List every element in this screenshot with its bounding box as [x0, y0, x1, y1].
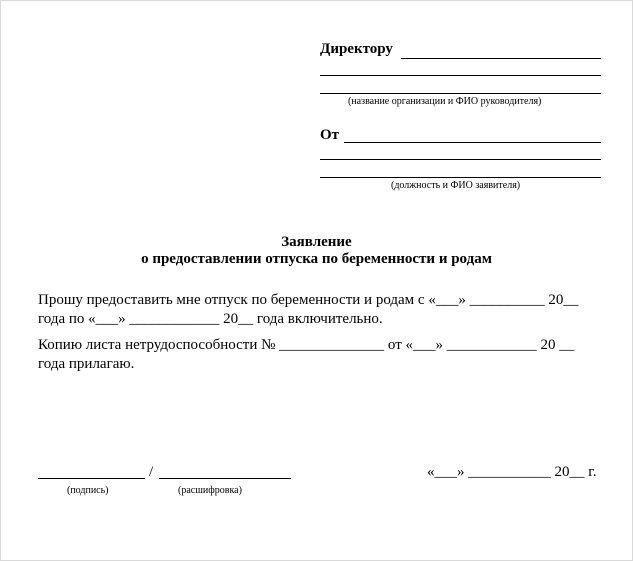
paragraph-1-line-2: года по «___» ____________ 20__ года включительно. [38, 311, 383, 327]
signature-line [38, 478, 145, 479]
transcript-caption: (расшифровка) [178, 485, 242, 496]
from-label: От [320, 127, 340, 143]
director-line-2 [320, 75, 601, 76]
signature-caption: (подпись) [67, 485, 109, 496]
signature-slash: / [149, 464, 154, 480]
director-label: Директору [320, 41, 393, 57]
from-line-3 [320, 177, 601, 178]
from-caption: (должность и ФИО заявителя) [391, 180, 521, 191]
director-line-3 [320, 93, 601, 94]
document-subtitle: о предоставлении отпуска по беременности и родам [141, 251, 492, 267]
date-field: «___» ___________ 20__ г. [427, 464, 597, 480]
transcript-line [159, 478, 291, 479]
from-line-2 [320, 159, 601, 160]
paragraph-1-line-1: Прошу предоставить мне отпуск по беременности и родам с «___» __________ 20__ [38, 292, 579, 308]
paragraph-2-line-1: Копию листа нетрудоспособности № ______________ от «___» ____________ 20 __ [38, 337, 575, 353]
director-caption: (название организации и ФИО руководителя) [348, 96, 542, 107]
director-line-1 [401, 58, 601, 59]
paragraph-2-line-2: года прилагаю. [38, 356, 135, 372]
document-title: Заявление [281, 234, 352, 250]
from-line-1 [344, 142, 601, 143]
